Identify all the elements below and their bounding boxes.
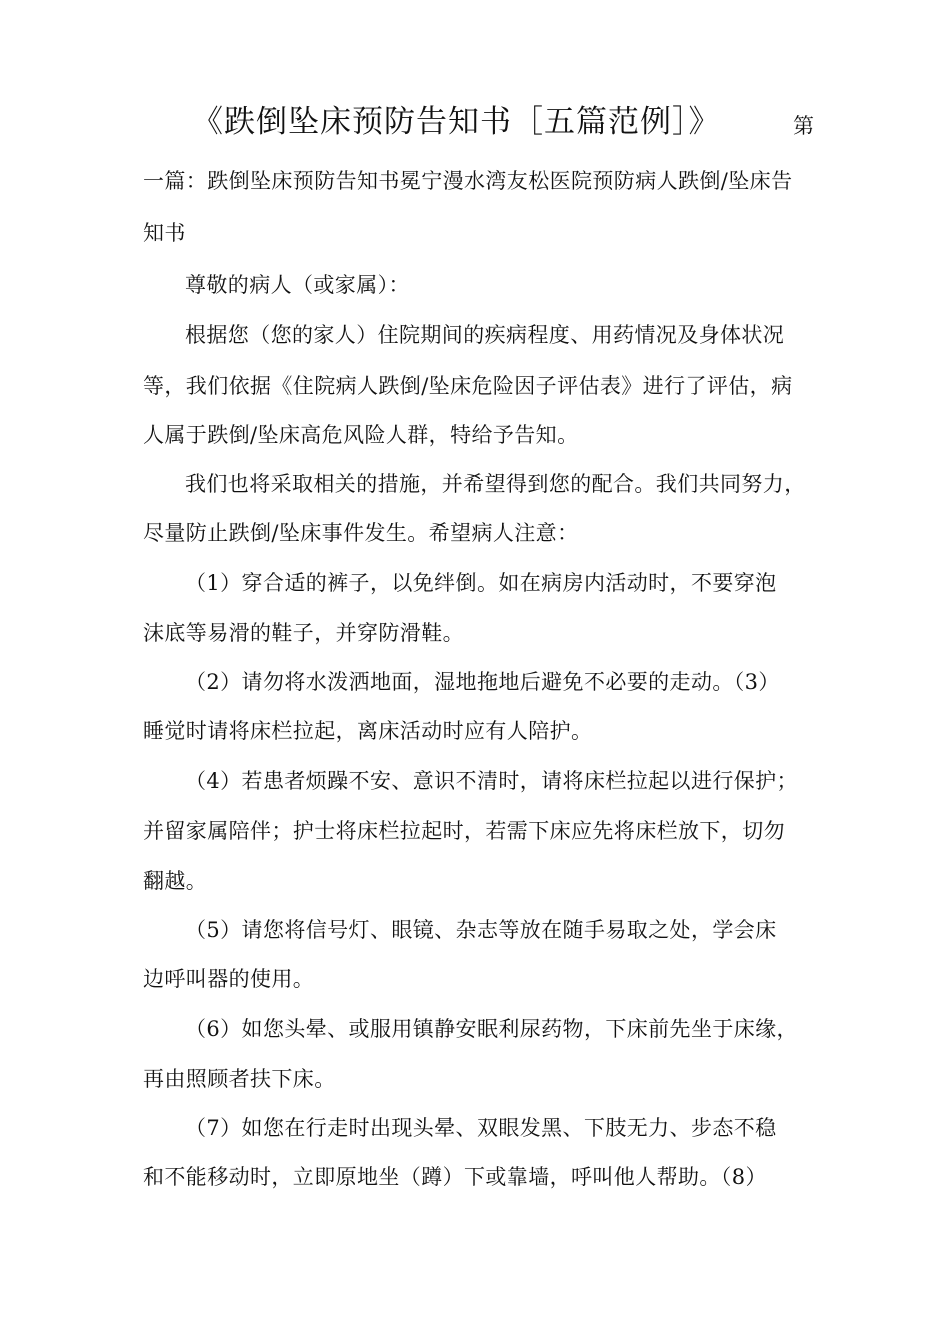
text-line: 等，我们依据《住院病人跌倒/坠床危险因子评估表》进行了评估，病 (143, 374, 793, 398)
title-tail-text: 第 (793, 114, 814, 138)
text-line: 尽量防止跌倒/坠床事件发生。希望病人注意： (143, 521, 579, 545)
text-line: 沫底等易滑的鞋子，并穿防滑鞋。 (143, 621, 464, 645)
text-line: 再由照顾者扶下床。 (143, 1067, 336, 1091)
text-line: 我们也将采取相关的措施，并希望得到您的配合。我们共同努力， (185, 472, 806, 496)
text-line: 睡觉时请将床栏拉起，离床活动时应有人陪护。 (143, 719, 593, 743)
text-line: 和不能移动时，立即原地坐（蹲）下或靠墙，呼叫他人帮助。（8） (143, 1165, 767, 1189)
text-line: 人属于跌倒/坠床高危风险人群，特给予告知。 (143, 423, 579, 447)
list-item: （6）如您头晕、或服用镇静安眠利尿药物，下床前先坐于床缘， (185, 1017, 798, 1041)
salutation: 尊敬的病人（或家属）： (185, 273, 410, 297)
list-item: （7）如您在行走时出现头晕、双眼发黑、下肢无力、步态不稳 (185, 1116, 777, 1140)
list-item: （4）若患者烦躁不安、意识不清时，请将床栏拉起以进行保护； (185, 769, 798, 793)
text-line: 边呼叫器的使用。 (143, 967, 315, 991)
list-item: （1）穿合适的裤子，以免绊倒。如在病房内活动时，不要穿泡 (185, 571, 777, 595)
list-item: （5）请您将信号灯、眼镜、杂志等放在随手易取之处，学会床 (185, 918, 777, 942)
text-line: 翻越。 (143, 869, 208, 893)
text-line: 一篇：跌倒坠床预防告知书冕宁漫水湾友松医院预防病人跌倒/坠床告 (143, 169, 793, 193)
document-title: 《跌倒坠床预防告知书［五篇范例］》 (192, 104, 721, 140)
list-item: （2）请勿将水泼洒地面，湿地拖地后避免不必要的走动。（3） (185, 670, 780, 694)
text-line: 根据您（您的家人）住院期间的疾病程度、用药情况及身体状况 (185, 323, 785, 347)
text-line: 并留家属陪伴；护士将床栏拉起时，若需下床应先将床栏放下，切勿 (143, 819, 785, 843)
text-line: 知书 (143, 221, 186, 245)
